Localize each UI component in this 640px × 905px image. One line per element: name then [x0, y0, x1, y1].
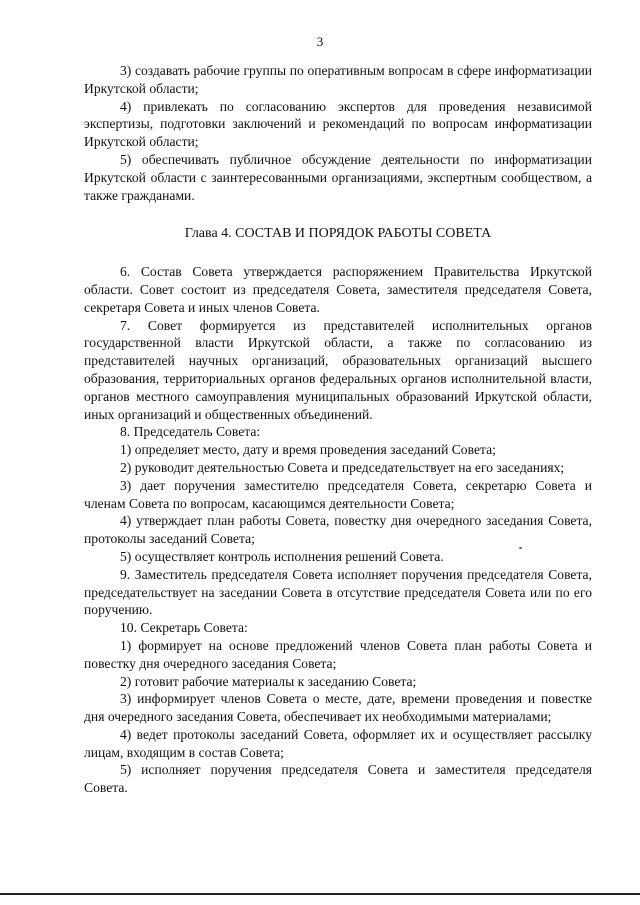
- scan-edge-line: [0, 893, 640, 895]
- paragraph: 10. Секретарь Совета:: [120, 620, 248, 636]
- paragraph: 8. Председатель Совета:: [120, 424, 261, 440]
- paragraph: 1) определяет место, дату и время проведения заседаний Совета;: [120, 442, 496, 458]
- paragraph: 3) информирует членов Совета о месте, дате, времени проведения и повестке дня очередного заседания Совета, обеспечивает их необходимыми материалами;: [84, 691, 592, 725]
- paragraph: 9. Заместитель председателя Совета исполняет поручения председателя Совета, председательствует на заседании Совета в отсутствие председателя Совета или по его поручению.: [84, 566, 592, 618]
- paragraph: 4) ведет протоколы заседаний Совета, оформляет их и осуществляет рассылку лицам, входящим в состав Совета;: [84, 726, 592, 760]
- paragraph: 5) исполняет поручения председателя Совета и заместителя председателя Совета.: [84, 762, 592, 796]
- page-number: 3: [316, 34, 324, 49]
- paragraph: 2) руководит деятельностью Совета и председательствует на его заседаниях;: [120, 459, 565, 475]
- paragraph: 4) утверждает план работы Совета, повестку дня очередного заседания Совета, протоколы заседаний Совета;: [84, 513, 592, 547]
- paragraph: 4) привлекать по согласованию экспертов для проведения независимой экспертизы, подготовки заключений и рекомендаций по вопросам информатизации Иркутской области;: [84, 98, 592, 150]
- paragraph: 3) создавать рабочие группы по оперативным вопросам в сфере информатизации Иркутской области;: [84, 63, 592, 96]
- paragraph: 2) готовит рабочие материалы к заседанию Совета;: [120, 673, 417, 689]
- chapter-heading: Глава 4. СОСТАВ И ПОРЯДОК РАБОТЫ СОВЕТА: [184, 226, 492, 242]
- document-body: [84, 62, 592, 797]
- paragraph: 3) дает поручения заместителю председателя Совета, секретарю Совета и членам Совета по вопросам, касающимся деятельности Совета;: [84, 477, 592, 511]
- paragraph: 7. Совет формируется из представителей исполнительных органов государственной власти Иркутской области, а также по согласованию из представителей научных организаций, образовательных организаций высшего образования, территориальных органов федеральных органов исполнительной власти, органов местного самоуправления муниципальных образований Иркутской области, иных организаций и общественных объединений.: [84, 317, 592, 422]
- paragraph: 1) формирует на основе предложений членов Совета план работы Совета и повестку дня очередного заседания Совета;: [84, 637, 592, 671]
- paragraph: 5) обеспечивать публичное обсуждение деятельности по информатизации Иркутской области с заинтересованными организациями, экспертным сообществом, а также гражданами.: [84, 151, 592, 203]
- paragraph: 5) осуществляет контроль исполнения решений Совета.: [120, 548, 444, 564]
- paragraph: 6. Состав Совета утверждается распоряжением Правительства Иркутской области. Совет состоит из председателя Совета, заместителя председателя Совета, секретаря Совета и иных членов Совета.: [84, 264, 592, 315]
- scan-speck: [519, 547, 522, 549]
